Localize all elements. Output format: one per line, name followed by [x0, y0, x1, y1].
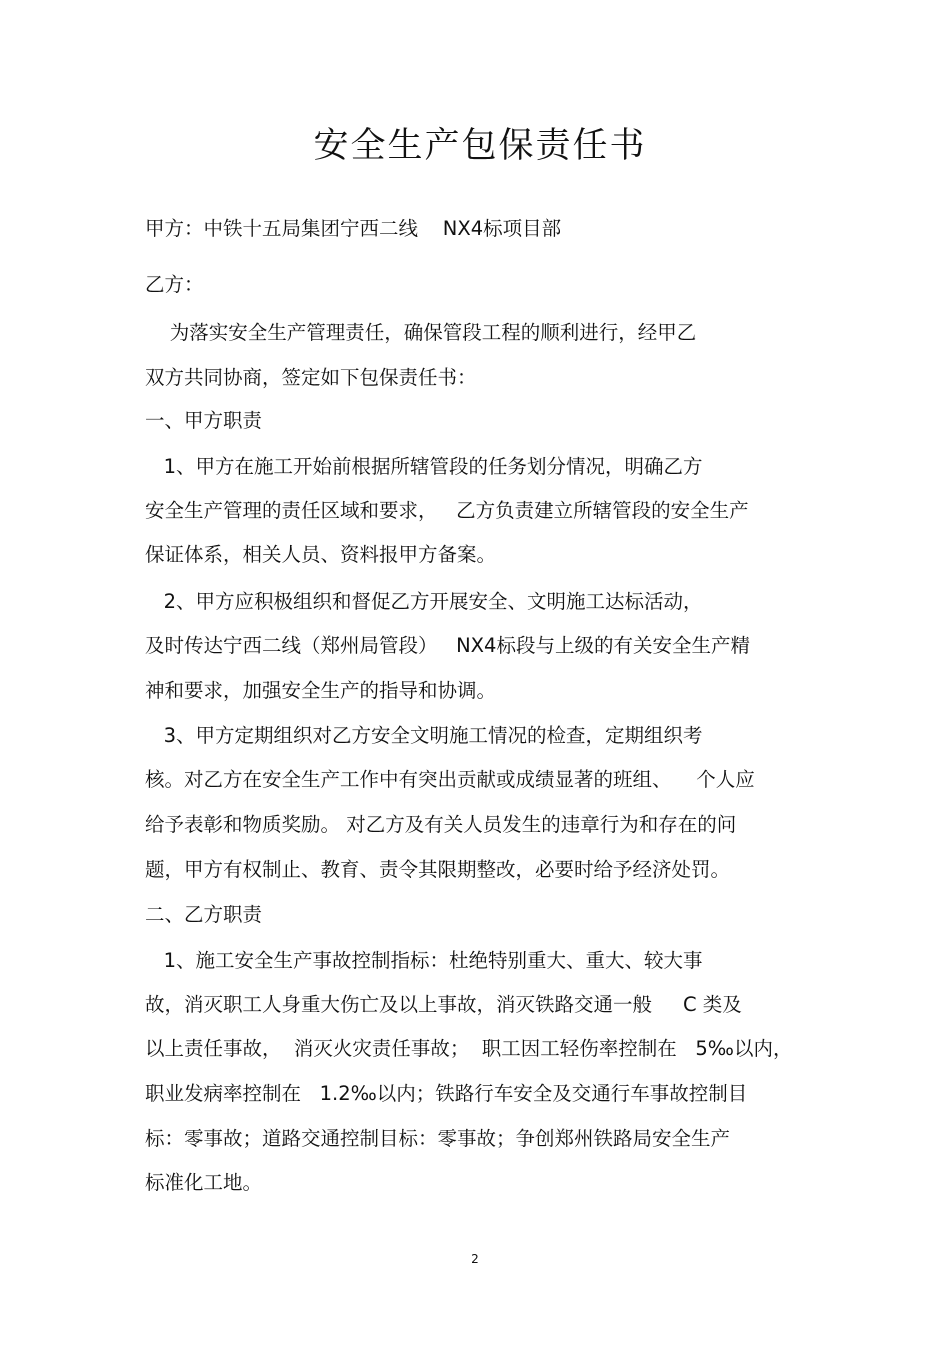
clause-a1-line-2: 安全生产管理的责任区域和要求， 乙方负责建立所辖管段的安全生产: [145, 499, 749, 522]
section-heading-party-b: 二、乙方职责: [145, 903, 263, 926]
clause-b1-line-2: 故，消灭职工人身重大伤亡及以上事故，消灭铁路交通一般 C 类及: [145, 993, 742, 1016]
clause-b1-line-5: 标：零事故；道路交通控制目标：零事故；争创郑州铁路局安全生产: [145, 1127, 731, 1150]
clause-a1-line-1: 1、甲方在施工开始前根据所辖管段的任务划分情况，明确乙方: [145, 455, 703, 478]
party-a-line: 甲方：中铁十五局集团宁西二线 NX4标项目部: [145, 217, 562, 240]
clause-a3-line-2: 核。对乙方在安全生产工作中有突出贡献或成绩显著的班组、 个人应: [145, 768, 755, 791]
clause-a2-line-2: 及时传达宁西二线（郑州局管段） NX4标段与上级的有关安全生产精: [145, 634, 750, 657]
intro-line-1: 为落实安全生产管理责任，确保管段工程的顺利进行，经甲乙: [145, 321, 697, 344]
section-heading-party-a: 一、甲方职责: [145, 409, 263, 432]
clause-b1-line-3: 以上责任事故， 消灭火灾责任事故； 职工因工轻伤率控制在 5‰以内，: [145, 1037, 793, 1060]
clause-a3-line-3: 给予表彰和物质奖励。 对乙方及有关人员发生的违章行为和存在的问: [145, 813, 737, 836]
clause-b1-line-1: 1、施工安全生产事故控制指标：杜绝特别重大、重大、较大事: [145, 949, 703, 972]
clause-b1-line-6: 标准化工地。: [145, 1171, 263, 1194]
clause-a2-line-1: 2、甲方应积极组织和督促乙方开展安全、文明施工达标活动，: [145, 590, 703, 613]
clause-a3-line-4: 题，甲方有权制止、教育、责令其限期整改，必要时给予经济处罚。: [145, 858, 731, 881]
document-title: 安全生产包保责任书: [313, 126, 647, 166]
page-number: 2: [471, 1252, 479, 1266]
clause-a1-line-3: 保证体系，相关人员、资料报甲方备案。: [145, 543, 497, 566]
clause-a2-line-3: 神和要求，加强安全生产的指导和协调。: [145, 679, 497, 702]
clause-a3-line-1: 3、甲方定期组织对乙方安全文明施工情况的检查，定期组织考: [145, 724, 703, 747]
intro-line-2: 双方共同协商，签定如下包保责任书：: [145, 366, 477, 389]
clause-b1-line-4: 职业发病率控制在 1.2‰以内；铁路行车安全及交通行车事故控制目: [145, 1082, 748, 1105]
party-b-line: 乙方：: [145, 273, 204, 296]
